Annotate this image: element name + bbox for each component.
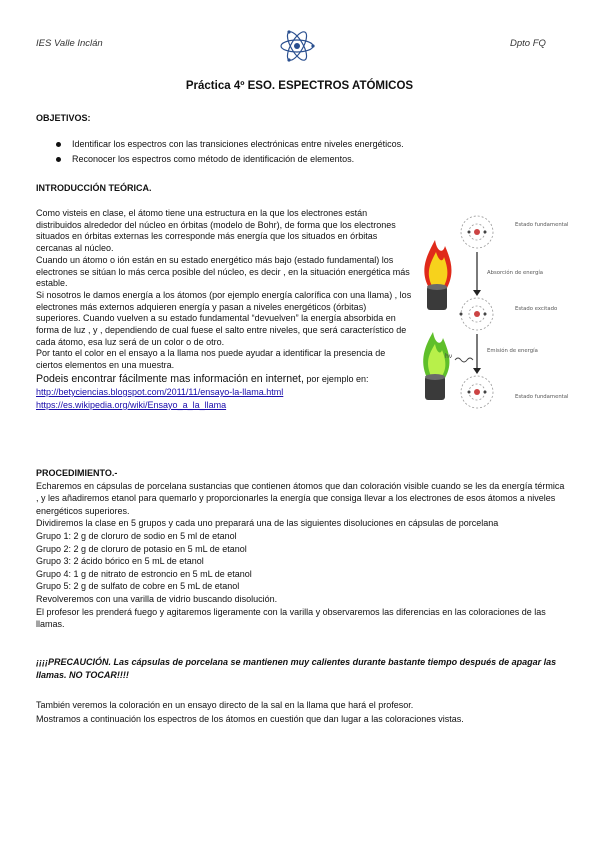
- bohr-diagram: [415, 210, 575, 410]
- proc-line: Echaremos en cápsulas de porcelana sustancias que contienen átomos que dan coloración visible cuando se les da energía térmica , y les añadiremos etanol para quemarlo y proporcionarles la energía que consiga llevar a los electrones de esos átomos a niveles energéticos superiores.: [36, 480, 565, 516]
- atom-logo-icon: [278, 27, 316, 65]
- intro-paragraph: Si nosotros le damos energía a los átomos (por ejemplo energía calorífica con una llama) , los electrones más externos adquieren energía y pasan a niveles energéticos (órbitas) superiores. Cuando vuelven a su estado fundamental “devuelven” la energía absorbida en forma de luz , y , dependiendo de cual fuese el salto entre niveles, que será característico de cada átomo, esa luz será de un color o de otro.: [36, 289, 412, 347]
- school-name: IES Valle Inclán: [36, 38, 103, 49]
- procedimiento-heading: PROCEDIMIENTO.-: [36, 468, 118, 478]
- final-line: Mostramos a continuación los espectros de los átomos en cuestión que dan lugar a las coloraciones vistas.: [36, 714, 464, 724]
- intro-paragraph: Cuando un átomo o ión están en su estado energético más bajo (estado fundamental) los electrones se sitúan lo más cerca posible del núcleo, es decir , en la situación energética más estable.: [36, 254, 410, 289]
- objetivos-list: [56, 137, 404, 167]
- precaucion-warning: ¡¡¡¡PRECAUCIÓN. Las cápsulas de porcelana se mantienen muy calientes durante bastante tiempo después de apagar las llamas. NO TOCAR!!!!: [36, 657, 557, 680]
- more-info-example: por ejemplo en:: [303, 373, 369, 384]
- more-info-line: [36, 372, 412, 386]
- introduccion-heading: INTRODUCCIÓN TEÓRICA.: [36, 183, 152, 193]
- proc-line: Dividiremos la clase en 5 grupos y cada uno preparará una de las siguientes disoluciones en cápsulas de porcelana: [36, 518, 499, 529]
- link-wikipedia[interactable]: https://es.wikipedia.org/wiki/Ensayo_a_la_llama: [36, 399, 227, 410]
- department-name: Dpto FQ: [510, 38, 546, 49]
- hv-label: hν: [445, 353, 453, 360]
- final-line: También veremos la coloración en un ensayo directo de la sal en la llama que hará el profesor.: [36, 700, 414, 710]
- final-section: [36, 698, 566, 726]
- objetivo-item: Identificar los espectros con las transiciones electrónicas entre niveles energéticos.: [56, 137, 404, 152]
- label-estado-fundamental-2: Estado fundamental: [515, 394, 569, 400]
- proc-line: Grupo 2: 2 g de cloruro de potasio en 5 mL de etanol: [36, 543, 247, 554]
- proc-line: El profesor les prenderá fuego y agitaremos ligeramente con la varilla y observaremos las diferencias en las coloraciones de las llamas.: [36, 606, 546, 630]
- label-estado-fundamental: Estado fundamental: [515, 222, 569, 228]
- objetivo-item: Reconocer los espectros como método de identificación de elementos.: [56, 152, 404, 167]
- proc-line: Grupo 4: 1 g de nitrato de estroncio en 5 mL de etanol: [36, 568, 252, 579]
- label-absorcion: Absorción de energía: [487, 270, 544, 276]
- introduccion-text: [36, 208, 412, 412]
- procedimiento-section: [36, 467, 566, 631]
- label-emision: Emisión de energía: [487, 348, 538, 354]
- link-betyciencias[interactable]: http://betyciencias.blogspot.com/2011/11/ensayo-la-llama.html: [36, 386, 284, 397]
- objetivos-heading: OBJETIVOS:: [36, 113, 91, 123]
- proc-line: Grupo 1: 2 g de cloruro de sodio en 5 ml de etanol: [36, 530, 237, 541]
- more-info-text: Podeis encontrar fácilmente mas información en internet,: [36, 372, 304, 385]
- label-estado-excitado: Estado excitado: [515, 306, 558, 312]
- proc-line: Revolveremos con una varilla de vidrio buscando disolución.: [36, 593, 278, 604]
- green-flame-icon: [423, 332, 449, 400]
- bohr-transition-figure: [415, 210, 575, 410]
- yellow-flame-icon: [424, 240, 451, 310]
- page-title: Práctica 4º ESO. ESPECTROS ATÓMICOS: [185, 80, 414, 92]
- proc-line: Grupo 5: 2 g de sulfato de cobre en 5 mL de etanol: [36, 581, 240, 592]
- intro-paragraph: Por tanto el color en el ensayo a la llama nos puede ayudar a identificar la presencia de ciertos elementos en una muestra.: [36, 348, 386, 371]
- intro-paragraph: Como visteis en clase, el átomo tiene una estructura en la que los electrones están distribuidos alrededor del núcleo en órbitas (modelo de Bohr), de forma que los electrones situados en órbitas externas les corresponde más energía que los situados en órbitas cercanas al núcleo.: [36, 208, 396, 254]
- proc-line: Grupo 3: 2 ácido bórico en 5 mL de etanol: [36, 556, 204, 567]
